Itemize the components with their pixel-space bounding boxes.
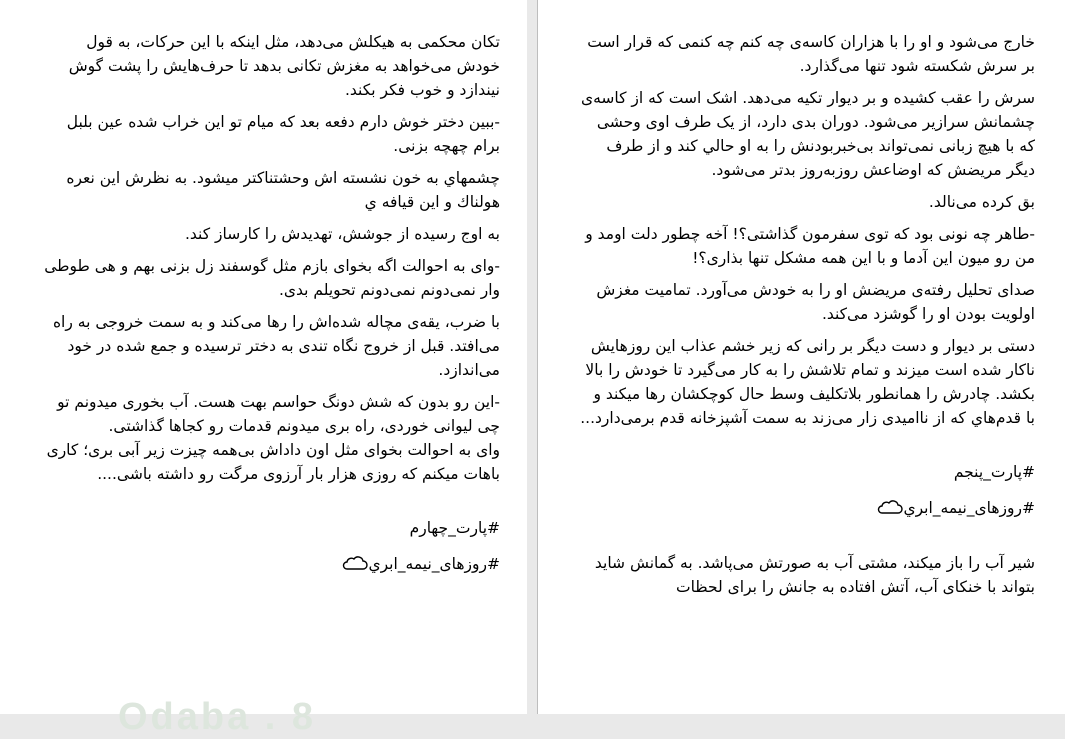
paragraph: -وای به احوالت اگه بخوای بازم مثل گوسفند زل بزنی بهم و هی طوطی وار نمی‌دونم نمی‌دونم تحویلم بدی. (44, 257, 500, 299)
paragraph: با ضرب، یقه‌ی مچاله شده‌اش را رها می‌کند و به سمت خروجی به راه می‌افتد. قبل از خروج نگاه تندی به دختر ترسیده و جمع شده در خود می‌اندازد. (52, 313, 500, 379)
paragraph: -طاهر چه نونی بود که توی سفرمون گذاشتی؟! آخه چطور دلت اومد و من رو میون این آدما و با این همه مشکل تنها بذاری؟! (585, 225, 1035, 267)
part-tag: #پارت_پنجم (953, 463, 1035, 481)
left-text-column (40, 30, 500, 577)
paragraph: تکان محکمی به هیکلش می‌دهد، مثل اینکه با این حرکات، به قول خودش می‌خواهد به مغزش تکانی بدهد تا حرف‌هایش را پشت گوش نیندازد و خوب فکر بکند. (68, 33, 500, 99)
series-tag: #روزهای_نیمه_ابري (368, 555, 500, 573)
paragraph: سرش را عقب کشیده و بر دیوار تکیه می‌دهد. اشک است که از کاسه‌ی چشمانش سرازیر می‌شود. دوران بدی دارد، از یک طرف اوی وحشی که با هیچ زبانی نمی‌تواند بی‌خبربودنش را به او حالي کند و از طرف دیگر مریضش که اوضاعش روزبه‌روز بدتر می‌شود. (580, 89, 1035, 179)
paragraph: چشمهاي به خون نشسته اش وحشتناکتر میشود. به نظرش این نعره هولناك و این قیافه ي (66, 169, 500, 211)
right-page (537, 0, 1065, 714)
paragraph: -ببین دختر خوش دارم دفعه بعد که میام تو این خراب شده عین بلبل برام چهچه بزنی. (66, 113, 500, 155)
paragraph: صدای تحلیل رفته‌ی مریضش او را به خودش می‌آورد. تمامیت مغزش اولویت بودن او را گوشزد می‌کند. (596, 281, 1035, 323)
paragraph: دستی بر دیوار و دست دیگر بر رانی که زیر خشم عذاب این روزهایش ناکار شده است میزند و تمام تلاشش را به کار می‌گیرد تا خودش را بالا بکشد. چادرش را همانطور بلاتکلیف وسط حال کوچکشان رها میکند و با قدم‌هاي که از ناامیدی زار می‌زند به سمت آشپزخانه قدم برمی‌دارد... (580, 337, 1035, 427)
left-page (0, 0, 527, 738)
cloud-icon (342, 553, 368, 577)
series-tag: #روزهای_نیمه_ابري (903, 499, 1035, 517)
paragraph: شیر آب را باز میکند، مشتی آب به صورتش می‌پاشد. به گمانش شاید بتواند با خنکای آب، آتش افتاده به جانش را برای لحظات (594, 553, 1035, 596)
cloud-icon (877, 497, 903, 521)
part-tag: #پارت_چهارم (409, 519, 500, 537)
paragraph: به اوج رسیده از جوشش، تهدیدش را کارساز کند. (184, 225, 500, 243)
paragraph: خارج می‌شود و او را با هزاران کاسه‌ی چه کنم چه کنمی که قرار است بر سرش شکسته شود تنها می‌گذارد. (587, 33, 1035, 75)
paragraph: -این رو بدون که شش دونگ حواسم بهت هست. آب بخوری میدونم تو چی لیوانی خوردی، راه بری میدونم قدمات رو کجاها گذاشتی. وای به احوالت بخوای مثل اون داداش بی‌همه چیزت زیر آبی بری؛ کاری باهات میکنم که روزی هزار بار آرزوی مرگت رو داشته باشی.... (46, 393, 500, 483)
watermark: Odaba . 8 (118, 696, 317, 738)
series-tag-line (580, 496, 1035, 521)
series-tag-line (40, 552, 500, 577)
paragraph: بق کرده می‌نالد. (928, 193, 1035, 211)
right-text-column (580, 30, 1035, 607)
